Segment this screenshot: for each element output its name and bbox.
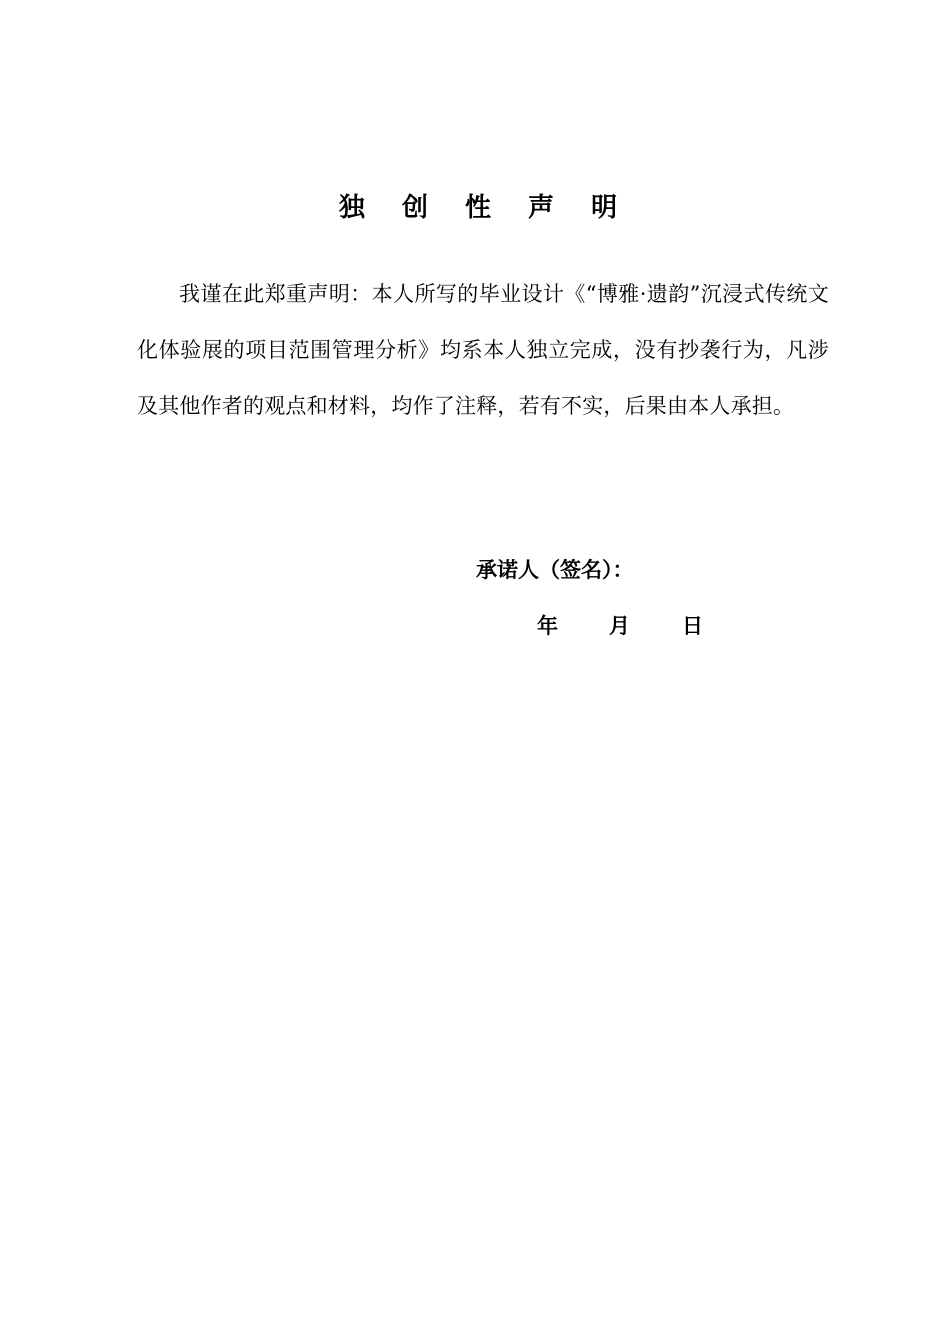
year-label: 年 [537,614,558,638]
day-label: 日 [682,614,703,638]
signature-label: 承诺人（签名）： [476,558,634,582]
date-line [537,608,712,644]
month-label: 月 [609,614,630,638]
page-title: 独 创 性 声 明 [338,193,632,223]
declaration-paragraph: 我谨在此郑重声明：本人所写的毕业设计《“博雅·遗韵”沉浸式传统文化体验展的项目范围管理分析》均系本人独立完成，没有抄袭行为，凡涉及其他作者的观点和材料，均作了注释，若有不实，后果由本人承担。 [137,282,829,418]
